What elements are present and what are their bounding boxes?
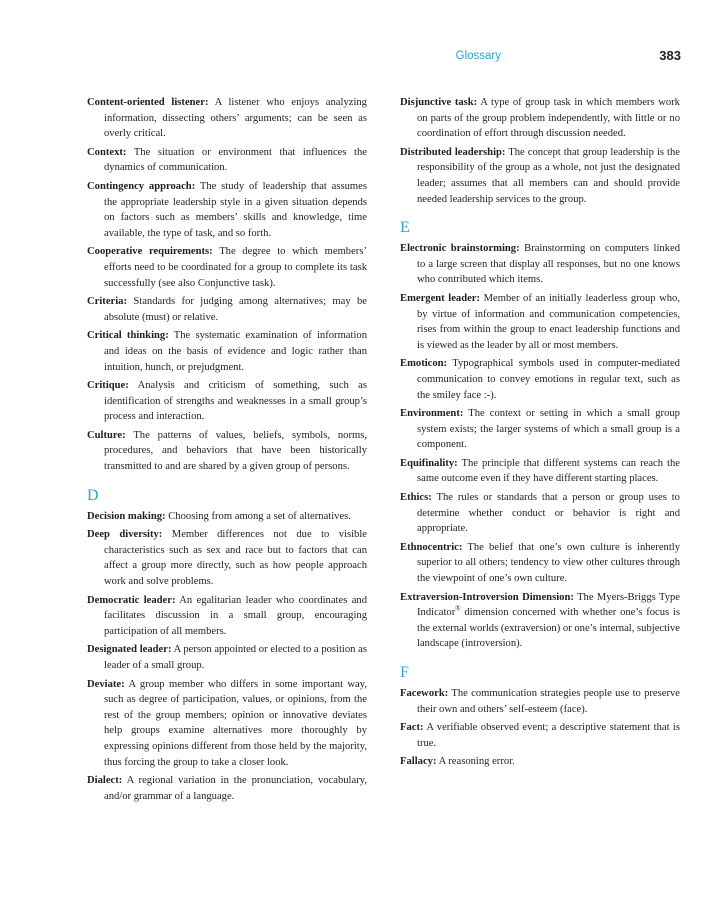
glossary-entry — [87, 294, 367, 325]
glossary-entry — [87, 773, 367, 804]
glossary-term: Disjunctive task: — [400, 97, 478, 108]
glossary-definition: The situation or environment that influences the dynamics of communication. — [104, 146, 367, 174]
glossary-entry — [87, 642, 367, 673]
glossary-definition: The degree to which members’ efforts need to be coordinated for a group to complete its task successfully (see also Conjunctive task). — [104, 246, 367, 289]
glossary-definition: dimension concerned with whether one’s focus is the external worlds (extraversion) or one’s internal, subjective landscape (introversion). — [417, 607, 680, 650]
glossary-entry — [87, 244, 367, 291]
glossary-term: Extraversion-Introversion Dimension: — [400, 591, 574, 603]
glossary-term: Culture: — [87, 429, 126, 441]
letter-heading-f: F — [400, 664, 409, 681]
glossary-term: Ethnocentric: — [400, 541, 463, 553]
entry-list — [87, 509, 367, 805]
glossary-term: Democratic leader: — [87, 594, 176, 606]
page-number: 383 — [659, 48, 681, 63]
glossary-term: Environment: — [400, 408, 464, 420]
glossary-term: Facework: — [400, 688, 449, 699]
glossary-entry — [87, 428, 367, 475]
glossary-definition: Analysis and criticism of something, such as identification of strengths and weaknesses in a small group’s process and interaction. — [104, 380, 367, 423]
glossary-term: Designated leader: — [87, 644, 172, 656]
glossary-definition: A person appointed or elected to a position as leader of a small group. — [104, 644, 367, 671]
entry-list — [400, 241, 680, 586]
glossary-term: Criteria: — [87, 296, 127, 308]
glossary-entry — [400, 540, 680, 587]
glossary-term: Emergent leader: — [400, 292, 481, 304]
glossary-term: Cooperative requirements: — [87, 246, 213, 258]
glossary-entry — [400, 145, 680, 207]
glossary-definition: Typographical symbols used in computer-mediated communication to convey emotions in regular text, such as the smiley face :-). — [417, 358, 680, 401]
glossary-definition: Standards for judging among alternatives; may be absolute (must) or relative. — [104, 296, 368, 323]
registered-mark: ® — [455, 604, 461, 613]
glossary-definition: The context or setting in which a small group system exists; the larger systems of which a small group is a component. — [417, 408, 680, 451]
glossary-definition: The concept that group leadership is the responsibility of the group as a whole, not just the designated leader; assumes that all members can and should provide needed leadership services to the group. — [417, 146, 680, 205]
glossary-term: Distributed leadership: — [400, 146, 506, 158]
entry-list — [400, 95, 680, 207]
glossary-definition: A listener who enjoys analyzing information, dissecting others’ arguments; can be seen as overly critical. — [104, 97, 367, 140]
glossary-entry — [87, 677, 367, 771]
glossary-entry — [400, 754, 680, 770]
glossary-definition: The patterns of values, beliefs, symbols, norms, procedures, and behaviors that have been historically transmitted to and are shared by a given group of persons. — [104, 429, 367, 473]
glossary-definition: A regional variation in the pronunciation, vocabulary, and/or grammar of a language. — [104, 775, 367, 802]
glossary-term: Fallacy: — [400, 756, 437, 768]
glossary-term: Contingency approach: — [87, 180, 196, 192]
running-head: Glossary — [455, 50, 501, 62]
glossary-definition: The Myers-Briggs Type Indicator — [417, 591, 680, 619]
glossary-term: Deep diversity: — [87, 529, 163, 541]
glossary-definition: The systematic examination of information and ideas on the basis of evidence and logic rather than intuition, hunch, or prejudgment. — [104, 330, 367, 373]
glossary-entry — [400, 686, 680, 717]
glossary-definition: Choosing from among a set of alternatives. — [168, 510, 351, 522]
glossary-term: Dialect: — [87, 775, 123, 787]
glossary-entry — [400, 720, 680, 751]
glossary-definition: A type of group task in which members work on parts of the group problem independently, with little or no coordination of effort through discussion needed. — [417, 97, 680, 140]
glossary-entry — [400, 356, 680, 403]
glossary-term: Electronic brainstorming: — [400, 243, 520, 255]
glossary-term: Critical thinking: — [87, 330, 169, 342]
glossary-entry — [87, 378, 367, 425]
glossary-entry — [87, 145, 367, 176]
glossary-term: Context: — [87, 146, 127, 158]
glossary-definition: The study of leadership that assumes the appropriate leadership style in a given situation depends on factors such as members’ skills and knowledge, time available, the type of task, and so forth. — [104, 180, 367, 239]
glossary-definition: Member of an initially leaderless group who, by virtue of information and communication competencies, rises from within the group to enact leadership functions and is viewed as the leader by all or most members. — [417, 292, 680, 351]
glossary-term: Ethics: — [400, 492, 432, 504]
glossary-entry — [400, 490, 680, 537]
glossary-term: Critique: — [87, 380, 129, 392]
glossary-term: Decision making: — [87, 510, 166, 522]
glossary-entry — [87, 593, 367, 640]
glossary-definition: Member differences not due to visible characteristics such as sex and race but to factors that can affect a group more directly, such as how people approach work and solve problems. — [104, 529, 367, 588]
glossary-entry — [87, 328, 367, 375]
glossary-definition: A reasoning error. — [438, 756, 515, 768]
glossary-term: Fact: — [400, 722, 424, 734]
glossary-definition: Brainstorming on computers linked to a large screen that display all responses, but no one knows who contributed which items. — [417, 243, 681, 286]
glossary-definition: A group member who differs in some important way, such as degree of participation, values, or opinions, from the rest of the group members; opinion or innovative deviates help groups examine alternatives more thoroughly by expressing opinions different from those held by the majority, thus forcing the group to take a closer look. — [104, 678, 367, 768]
page-header — [0, 47, 681, 67]
glossary-entry — [400, 291, 680, 353]
letter-heading-e: E — [400, 219, 410, 237]
glossary-entry — [87, 527, 367, 589]
glossary-term: Content-oriented listener: — [87, 97, 209, 108]
glossary-entry — [87, 509, 367, 525]
right-column — [400, 95, 680, 773]
glossary-definition: An egalitarian leader who coordinates and facilitates discussion in a small group, encouraging participation of all members. — [104, 594, 367, 637]
entry-list — [87, 95, 367, 475]
glossary-definition: The principle that different systems can reach the same outcome even if they have different starting places. — [417, 457, 680, 485]
glossary-entry — [87, 95, 367, 142]
letter-heading-d: D — [87, 486, 99, 504]
glossary-entry — [400, 456, 680, 487]
left-column — [87, 95, 367, 807]
glossary-entry — [400, 406, 680, 453]
glossary-entry — [400, 95, 680, 142]
entry-list — [400, 686, 680, 770]
glossary-term: Emoticon: — [400, 358, 448, 370]
glossary-term: Deviate: — [87, 678, 125, 690]
glossary-definition: The rules or standards that a person or group uses to determine whether conduct or behavior is right and appropriate. — [417, 492, 680, 535]
glossary-definition: The belief that one’s own culture is inherently superior to all others; tendency to view other cultures through the viewpoint of one’s own culture. — [417, 541, 680, 585]
glossary-definition: A verifiable observed event; a descriptive statement that is true. — [417, 722, 680, 749]
glossary-entry — [87, 179, 367, 241]
glossary-entry — [400, 241, 680, 288]
glossary-term: Equifinality: — [400, 457, 458, 469]
glossary-definition: The communication strategies people use to preserve their own and others’ self-esteem (face). — [417, 688, 680, 715]
glossary-entry — [400, 590, 680, 652]
